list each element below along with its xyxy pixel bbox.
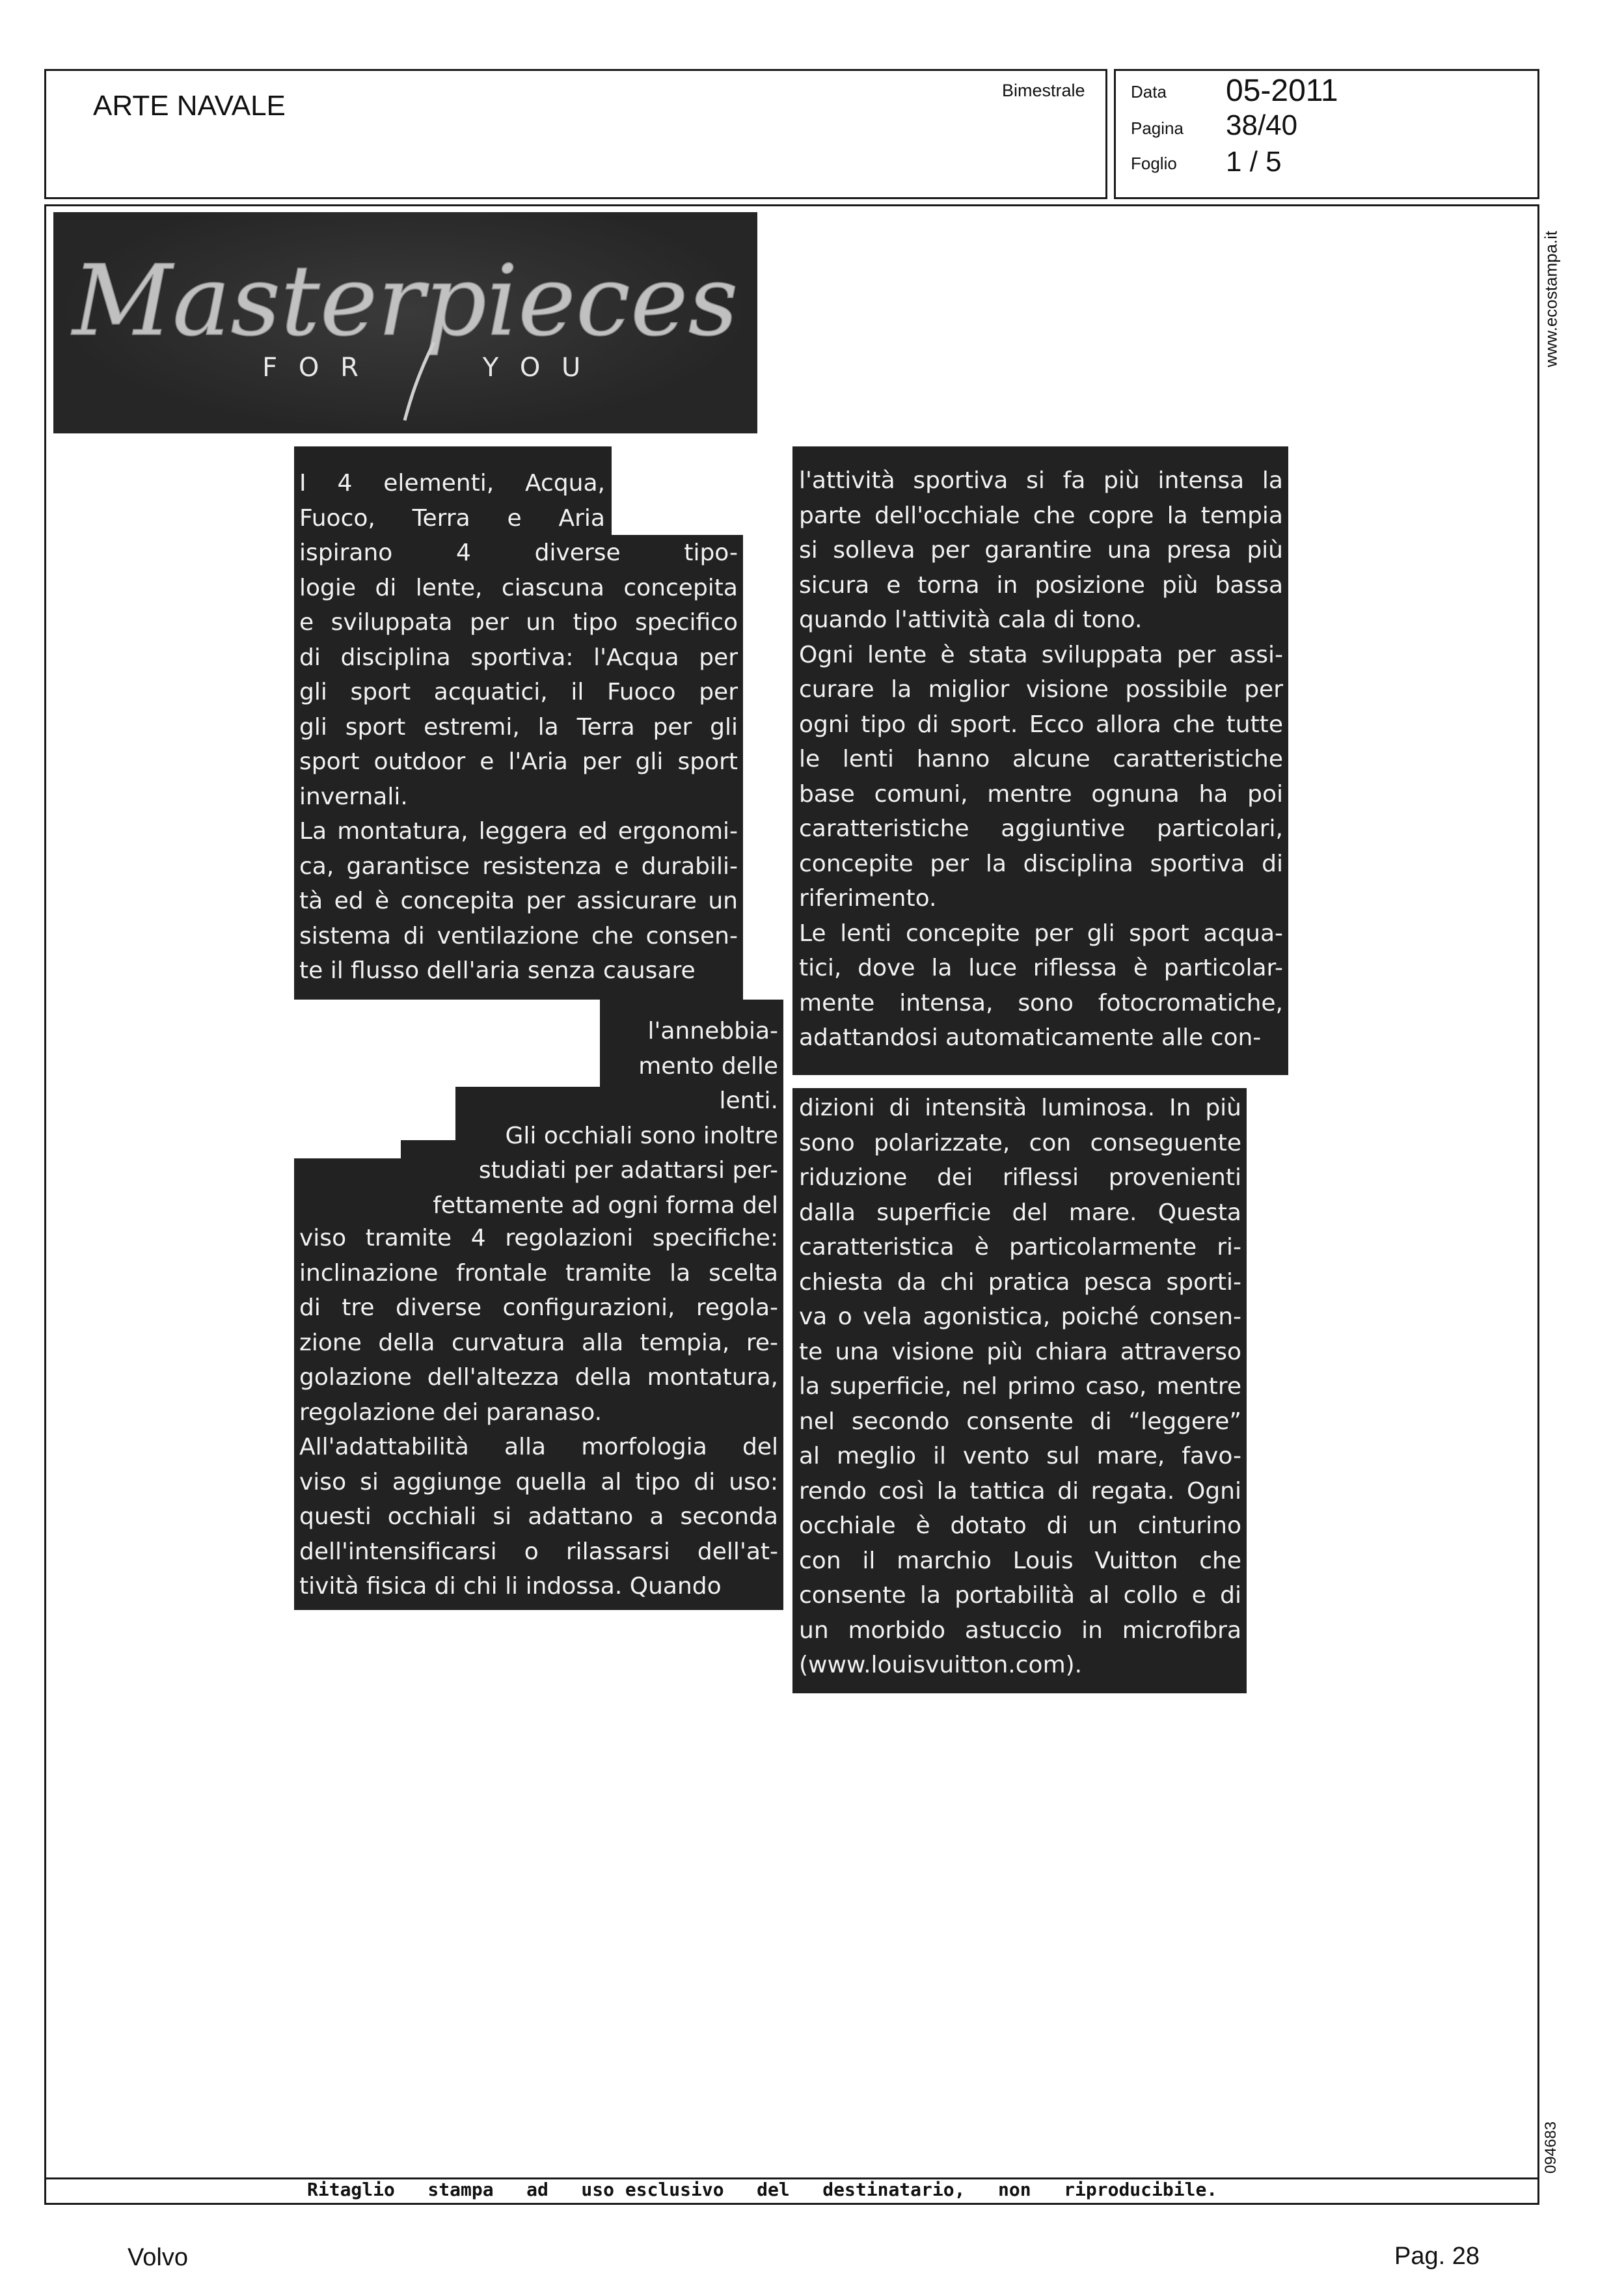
article-col2-bottom [799, 1091, 1241, 1683]
article-line: l'attività sportiva si fa più intensa la [799, 467, 1283, 494]
article-line: logie di lente, ciascuna concepita [299, 574, 738, 601]
footer-left-label: Volvo [128, 2244, 188, 2271]
article-line: un morbido astuccio in microfibra [799, 1617, 1241, 1644]
article-line: All'adattabilità alla morfologia del [299, 1434, 778, 1460]
article-line: regolazione dei paranaso. [299, 1399, 602, 1426]
article-col2-top [799, 463, 1283, 1056]
clipping-frame [44, 204, 1539, 2205]
article-line: quando l'attività cala di tono. [799, 607, 1143, 633]
article-line: ogni tipo di sport. Ecco allora che tutte [799, 711, 1283, 738]
article-line: dell'intensificarsi o rilassarsi dell'at- [299, 1538, 778, 1565]
article-line: ispirano 4 diverse tipo- [299, 539, 738, 566]
article-line: mento delle [638, 1052, 778, 1080]
article-line: riduzione dei riflessi provenienti [799, 1164, 1241, 1191]
article-line: va o vela agonistica, poiché consen- [799, 1303, 1241, 1330]
article-line: viso si aggiunge quella al tipo di uso: [299, 1468, 778, 1495]
article-line: con il marchio Louis Vuitton che [799, 1547, 1241, 1574]
header-left-box [44, 69, 1107, 199]
article-line: si solleva per garantire una presa più [799, 537, 1283, 564]
article-line: di tre diverse configurazioni, regola- [299, 1294, 778, 1321]
article-line: La montatura, leggera ed ergonomi- [299, 818, 738, 845]
article-line: viso tramite 4 regolazioni specifiche: [299, 1225, 778, 1251]
article-line: chiesta da chi pratica pesca sporti- [799, 1268, 1241, 1296]
article-line: tività fisica di chi li indossa. Quando [299, 1573, 722, 1600]
article-line: sono polarizzate, con conseguente [799, 1129, 1241, 1156]
article-line: curare la miglior visione possibile per [799, 676, 1283, 703]
article-line: tà ed è concepita per assicurare un [299, 888, 738, 914]
article-line: ca, garantisce resistenza e durabili- [299, 853, 738, 880]
article-line: tici, dove la luce riflessa è particolar- [799, 955, 1283, 981]
article-line: (www.louisvuitton.com). [799, 1652, 1083, 1678]
article-line: te una visione più chiara attraverso [799, 1338, 1241, 1365]
logo-script: Masterpieces [72, 245, 738, 358]
article-line: sport outdoor e l'Aria per gli sport [299, 748, 738, 775]
article-line: dizioni di intensità luminosa. In più [799, 1095, 1241, 1121]
article-line: occhiale è dotato di un cinturino [799, 1512, 1241, 1539]
article-line: concepite per la disciplina sportiva di [799, 850, 1283, 877]
article-line: te il flusso dell'aria senza causare [299, 957, 696, 984]
article-line: caratteristiche aggiuntive particolari, [799, 815, 1283, 842]
article-line: Le lenti concepite per gli sport acqua- [799, 920, 1283, 947]
article-line: gli sport estremi, la Terra per gli [299, 713, 738, 741]
pagina-value: 38/40 [1226, 109, 1298, 141]
article-line: parte dell'occhiale che copre la tempia [799, 502, 1283, 529]
article-line: Ogni lente è stata sviluppata per assi- [799, 641, 1283, 668]
article-line: gli sport acquatici, il Fuoco per [299, 679, 738, 705]
article-line: invernali. [299, 783, 408, 810]
article-line: le lenti hanno alcune caratteristiche [799, 746, 1283, 772]
article-line: sicura e torna in posizione più bassa [799, 571, 1283, 599]
foglio-value: 1 / 5 [1226, 146, 1282, 178]
article-line: zione della curvatura alla tempia, re- [299, 1329, 778, 1356]
article-line: riferimento. [799, 885, 937, 912]
archive-code-vertical: 094683 [1542, 2121, 1560, 2174]
data-label: Data [1131, 82, 1167, 102]
masterpieces-logo [53, 212, 757, 433]
article-line: Gli occhiali sono inoltre [505, 1122, 778, 1149]
article-line: sistema di ventilazione che consen- [299, 922, 738, 949]
article-line: base comuni, mentre ognuna ha poi [799, 780, 1283, 808]
data-value: 05-2011 [1226, 74, 1338, 108]
article-col1-top [299, 466, 738, 989]
article-line: al meglio il vento sul mare, favo- [799, 1443, 1241, 1469]
article-line: caratteristica è particolarmente ri- [799, 1234, 1241, 1261]
article-col1-bottom [299, 1221, 778, 1604]
disclaimer-text: Ritaglio stampa ad uso esclusivo del destinatario, non riproducibile. [307, 2179, 1218, 2200]
article-line: lenti. [719, 1087, 778, 1114]
article-line: l'annebbia- [647, 1018, 778, 1044]
website-vertical: www.ecostampa.it [1541, 230, 1561, 368]
foglio-label: Foglio [1131, 154, 1177, 173]
publication-name: ARTE NAVALE [93, 90, 286, 122]
article-line: e sviluppata per un tipo specifico [299, 609, 738, 636]
article-line: nel secondo consente di “leggere” [799, 1408, 1241, 1435]
article-line: I 4 elementi, Acqua, [299, 470, 605, 497]
article-line: di disciplina sportiva: l'Acqua per [299, 644, 738, 671]
article-line: Fuoco, Terra e Aria [299, 504, 605, 532]
pagina-label: Pagina [1131, 118, 1184, 138]
article-line: consente la portabilità al collo e di [799, 1582, 1241, 1609]
article-line: rendo così la tattica di regata. Ogni [799, 1477, 1241, 1505]
article-line: adattandosi automaticamente alle con- [799, 1024, 1262, 1051]
article-line: dalla superficie del mare. Questa [799, 1199, 1241, 1226]
article-line: golazione dell'altezza della montatura, [299, 1364, 778, 1391]
logo-sub-right: Y O U [482, 353, 588, 383]
article-line: studiati per adattarsi per- [478, 1157, 778, 1184]
article-line: fettamente ad ogni forma del [433, 1192, 778, 1219]
frequency-label: Bimestrale [1002, 81, 1085, 100]
article-col1-mid [299, 1014, 778, 1223]
logo-sub-left: F O R [262, 353, 365, 383]
article-line: mente intensa, sono fotocromatiche, [799, 989, 1283, 1017]
footer-page-number: Pag. 28 [1394, 2243, 1480, 2270]
masterpieces-logo-graphic [53, 212, 757, 433]
article-line: inclinazione frontale tramite la scelta [299, 1259, 778, 1287]
article-line: la superficie, nel primo caso, mentre [799, 1373, 1241, 1400]
article-line: questi occhiali si adattano a seconda [299, 1503, 778, 1530]
